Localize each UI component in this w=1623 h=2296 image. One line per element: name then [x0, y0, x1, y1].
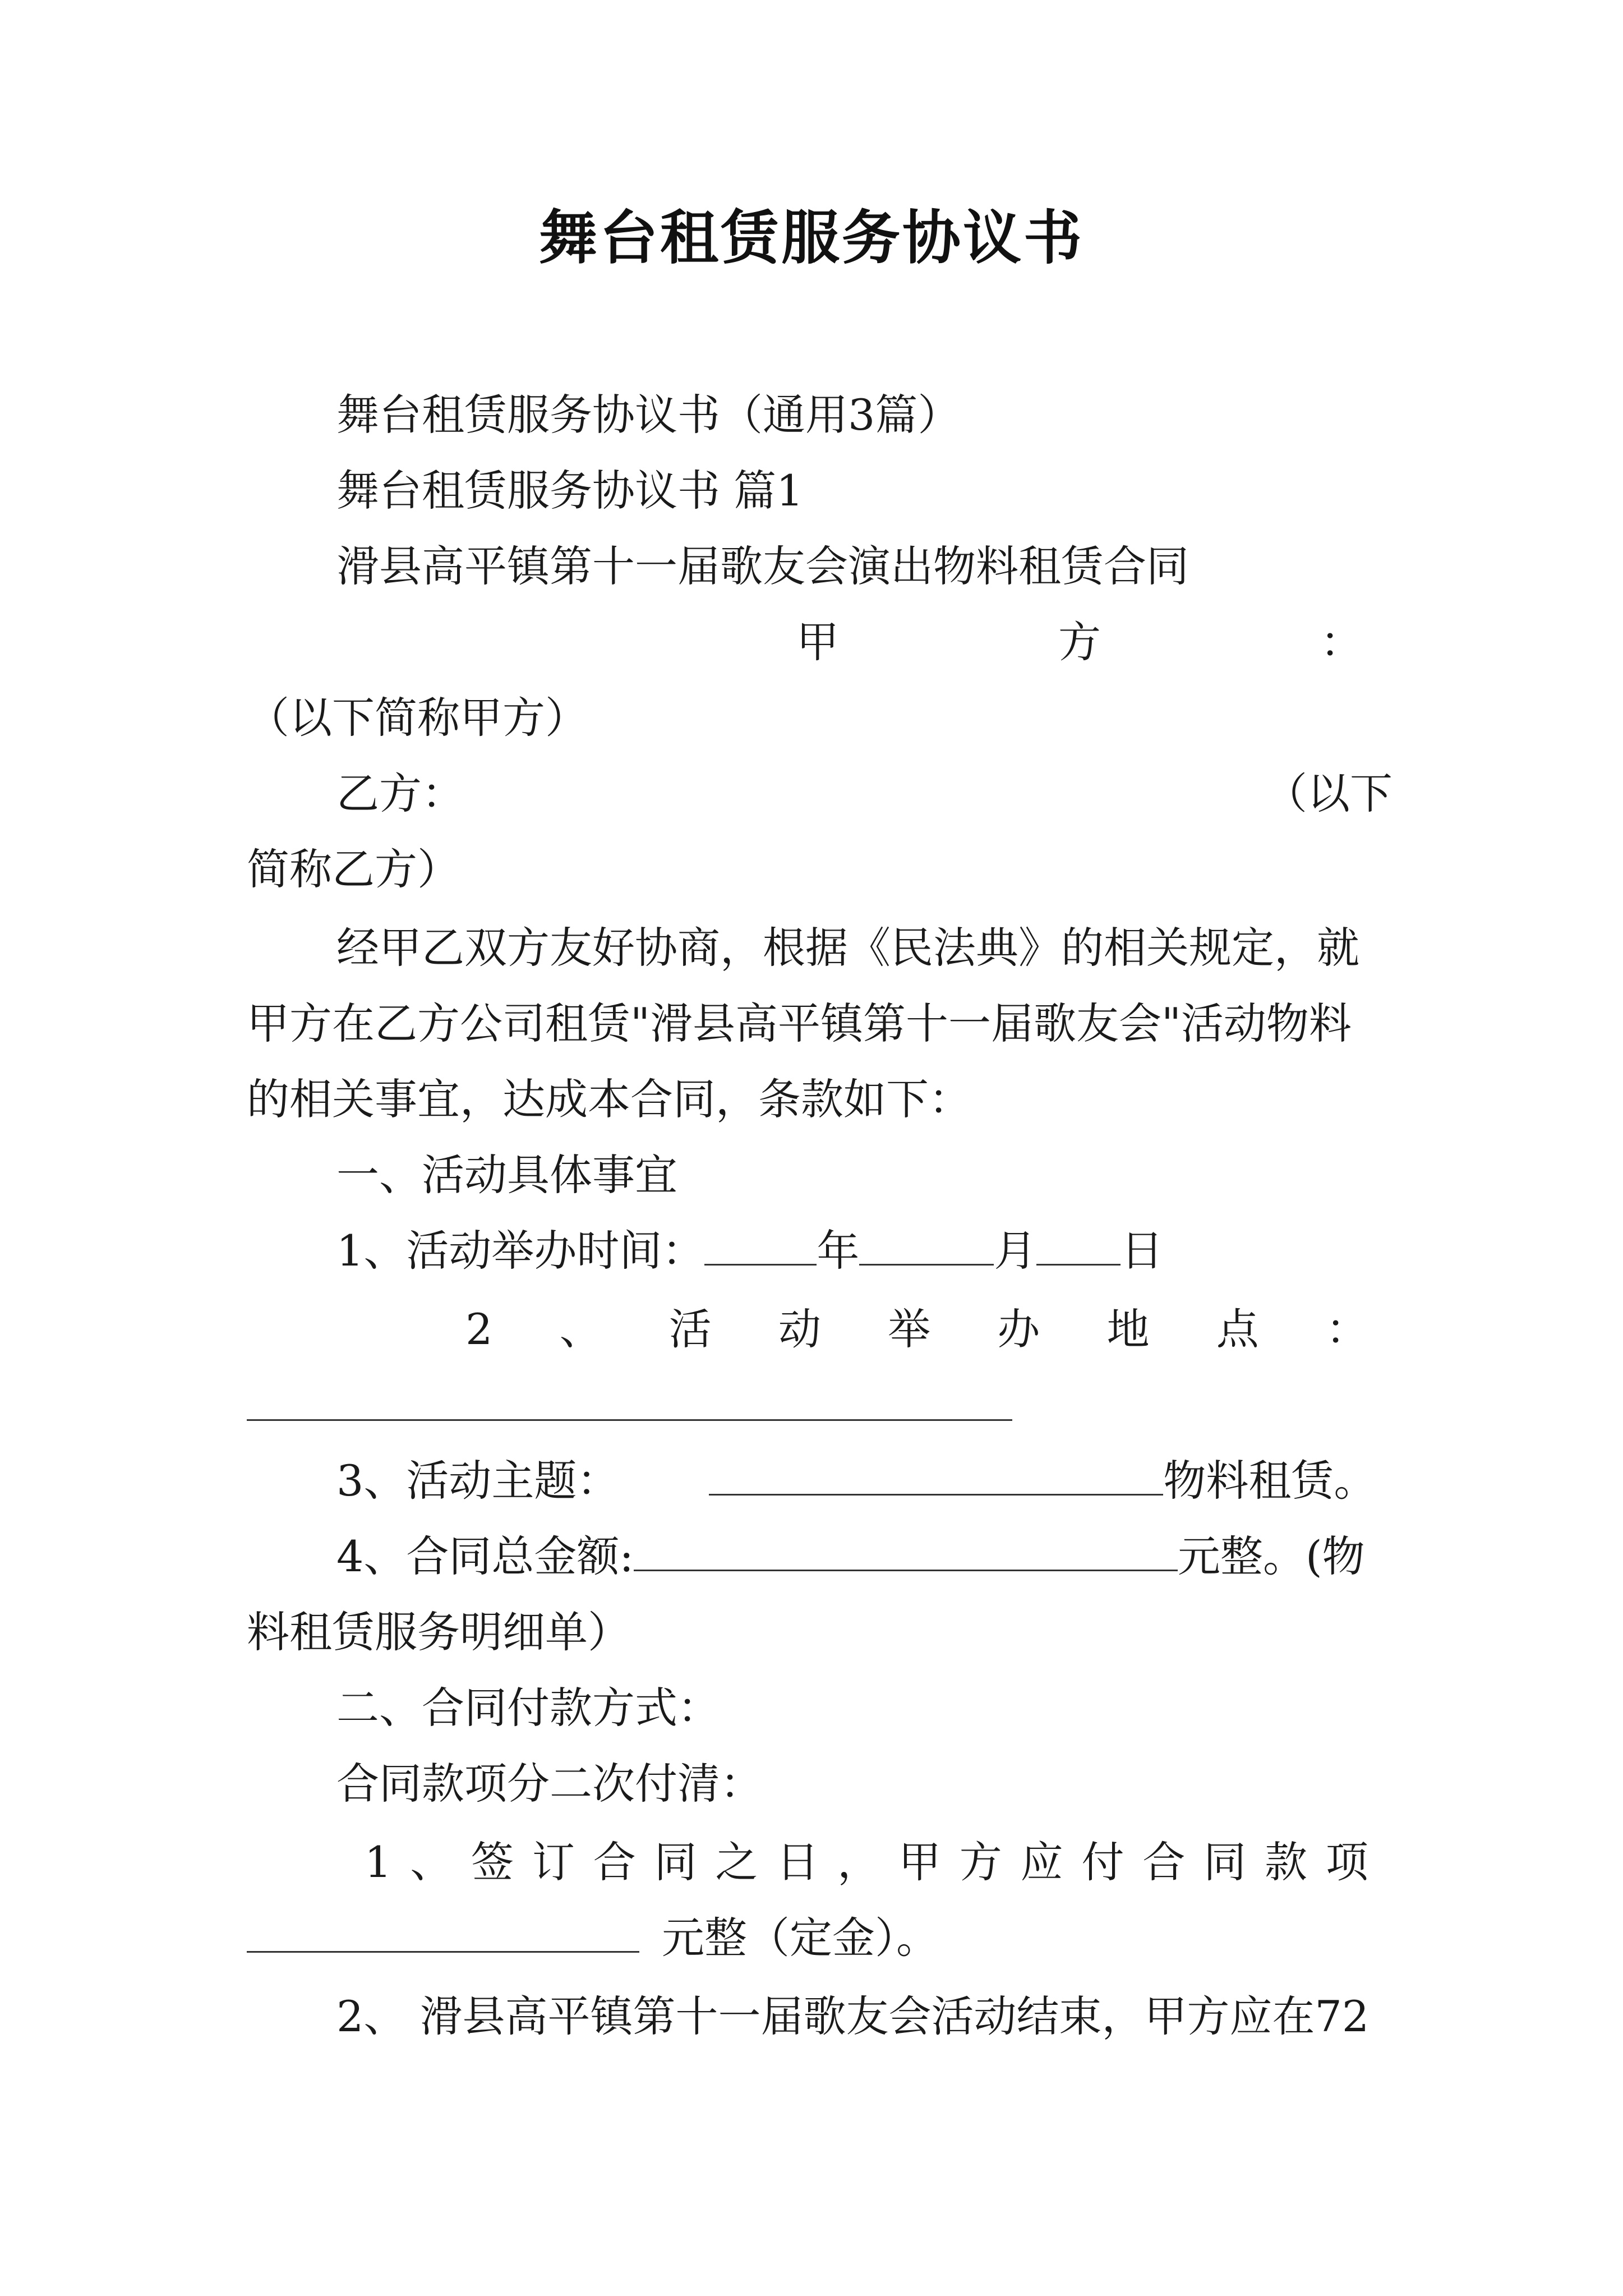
preamble-line-3: 的相关事宜，达成本合同，条款如下： — [247, 1074, 971, 1124]
party-a-note: （以下简称甲方） — [247, 693, 588, 743]
item-2-char: 2 — [465, 1304, 493, 1354]
payment-1-line — [365, 1834, 1368, 1890]
party-a-label — [796, 614, 1363, 670]
item-2-event-location — [465, 1301, 1368, 1358]
item-3-suffix: 物料租赁。 — [1163, 1456, 1377, 1506]
contract-name: 滑县高平镇第十一届歌友会演出物料租赁合同 — [336, 541, 1189, 591]
item-2-char: 举 — [888, 1304, 931, 1354]
item-3-event-theme — [336, 1453, 1376, 1509]
section-1-heading: 一、活动具体事宜 — [336, 1150, 677, 1200]
item-4-continuation: 料租赁服务明细单） — [247, 1607, 630, 1657]
item-2-char: 、 — [559, 1304, 602, 1354]
item-1-event-time — [336, 1223, 1163, 1279]
preamble-line-1: 经甲乙双方友好协商，根据《民法典》的相关规定，就 — [336, 923, 1359, 973]
payment-1-char: 同 — [654, 1837, 697, 1887]
payment-1-char: 日 — [776, 1837, 819, 1887]
location-blank — [247, 1419, 1012, 1421]
subtitle-part-1: 舞台租赁服务协议书 篇1 — [336, 466, 804, 516]
year-blank — [704, 1229, 817, 1266]
item-4-total-amount — [336, 1529, 1365, 1585]
day-blank — [1036, 1229, 1121, 1266]
item-2-char: 点 — [1216, 1304, 1259, 1354]
payment-1-char: 甲 — [898, 1837, 941, 1887]
payment-1-char: ， — [837, 1837, 880, 1887]
year-label: 年 — [817, 1226, 860, 1276]
payment-1-char: 方 — [959, 1837, 1002, 1887]
item-2-char: 动 — [778, 1304, 821, 1354]
section-2-heading: 二、合同付款方式： — [336, 1683, 720, 1733]
payment-1-char: 款 — [1265, 1837, 1308, 1887]
payment-1-char: 、 — [410, 1837, 453, 1887]
payment-1-char: 订 — [532, 1837, 575, 1887]
preamble-line-2: 甲方在乙方公司租赁"滑县高平镇第十一届歌友会"活动物料 — [247, 999, 1352, 1048]
theme-blank — [709, 1459, 1163, 1496]
payment-1-char: 签 — [471, 1837, 514, 1887]
party-b-note-end: 简称乙方） — [247, 844, 460, 894]
payment-1-char: 付 — [1081, 1837, 1124, 1887]
month-blank — [859, 1229, 994, 1266]
item-4-label: 4、合同总金额: — [336, 1531, 634, 1581]
party-a-char: ： — [1320, 617, 1363, 667]
payment-1-char: 合 — [593, 1837, 636, 1887]
payment-1-char: 之 — [715, 1837, 758, 1887]
party-b-label: 乙方： — [336, 769, 464, 818]
item-1-label: 1、活动举办时间： — [336, 1226, 705, 1276]
item-2-char: 地 — [1106, 1304, 1150, 1354]
payment-1-char: 项 — [1325, 1837, 1368, 1887]
item-2-char: 办 — [997, 1304, 1040, 1354]
payment-1-char: 1 — [365, 1837, 392, 1887]
party-a-char: 方 — [1058, 617, 1101, 667]
item-3-label: 3、活动主题： — [336, 1456, 620, 1506]
payment-intro: 合同款项分二次付清： — [336, 1759, 763, 1809]
day-label: 日 — [1121, 1226, 1164, 1276]
party-b-note-start: （以下 — [1265, 769, 1393, 818]
item-4-suffix: 元整。(物 — [1177, 1531, 1365, 1581]
payment-2-line: 2、 滑县高平镇第十一届歌友会活动结束，甲方应在72 — [336, 1991, 1370, 2041]
payment-1-char: 同 — [1204, 1837, 1247, 1887]
payment-1-suffix: 元整（定金）。 — [662, 1913, 939, 1963]
item-2-char: ： — [1325, 1304, 1368, 1354]
amount-blank — [634, 1535, 1178, 1571]
payment-1-char: 合 — [1142, 1837, 1186, 1887]
payment-1-char: 应 — [1020, 1837, 1063, 1887]
document-title: 舞台租赁服务协议书 — [538, 203, 1084, 272]
deposit-blank — [247, 1916, 639, 1953]
month-label: 月 — [994, 1226, 1037, 1276]
party-a-char: 甲 — [796, 617, 839, 667]
payment-1-continuation — [247, 1910, 939, 1966]
item-2-char: 活 — [668, 1304, 712, 1354]
subtitle-collection: 舞台租赁服务协议书（通用3篇） — [336, 390, 961, 440]
